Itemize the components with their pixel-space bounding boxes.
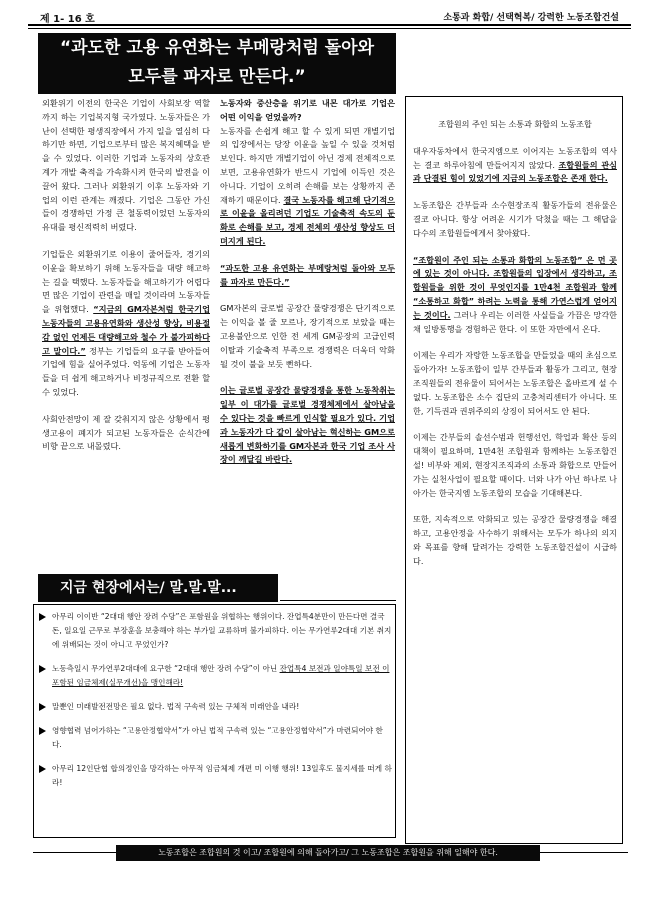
list-item-emphasis: 잔업특4 보전과 일야특일 보전 이 포함된 임금체제(실무개선)을 맹인해라! bbox=[52, 664, 390, 687]
headline-line-2: 모두를 파자로 만든다.” bbox=[128, 67, 306, 87]
section-heading: 지금 현장에서는/ 말.말.말... bbox=[38, 574, 278, 602]
footer-banner: 노동조합은 조합원의 것 이고/ 조합원에 의해 돌아가고/ 그 노동조합은 조합원을 위해 일해야 한다. bbox=[116, 845, 540, 861]
article-column-middle bbox=[220, 97, 395, 480]
paragraph: 또한, 지속적으로 악화되고 있는 공장간 물량경쟁을 해결하고, 고용안정을 사수하기 위해서는 모두가 하나의 의지와 목표를 향해 달려가는 강력한 노동조합건설이 시급하다. bbox=[413, 514, 617, 566]
list-item bbox=[36, 610, 392, 652]
sidebar-title: 조합원의 주인 되는 소통과 화합의 노동조합 bbox=[438, 119, 592, 129]
footer-rule-right bbox=[540, 852, 628, 853]
header-slogan: 소통과 화합/ 선택혁복/ 강력한 노동조합건설 bbox=[443, 13, 619, 23]
paragraph: 외환위기 이전의 한국은 기업이 사회보장 역할까지 하는 기업복지형 국가였다. 노동자들은 가난이 선택한 평생직장에서 가지 일을 열심히 다하기만 하면, 기업으로부터 많은 복지혜택을 받을 수 있었다. 이러한 기업과 노동자의 상호관계가 개발 축적을 가속화시켜 한국의 발전을 이끌어 왔다. 그러나 외환위기 이후 노동자와 기업의 이런 관계는 깨졌다. 기업은 그동안 가신들이 경쟁하던 가정 큰 철동력이었던 노동자의 유대를 평신적력히 버렸다. bbox=[42, 98, 210, 233]
paragraph bbox=[413, 145, 617, 186]
list-item bbox=[36, 662, 392, 690]
section-lead: 노동자와 중산층을 위기로 내몬 대가로 기업은 어떤 이익을 얻었을까? bbox=[220, 98, 395, 122]
arrow-bullet-icon bbox=[39, 665, 46, 673]
paragraph: 노동조합은 간부들과 소수현장조직 활동가들의 전유물은 결코 아니다. 항상 어려운 시기가 닥쳤을 때는 그 해답을 다수의 조합원들에게서 찾아왔다. bbox=[413, 200, 617, 238]
voices-list bbox=[36, 610, 392, 800]
list-item bbox=[36, 724, 392, 752]
header-rule-thin bbox=[28, 28, 631, 29]
paragraph bbox=[42, 248, 210, 400]
issue-number: 제 1- 16 호 bbox=[40, 14, 95, 25]
paragraph bbox=[220, 125, 395, 249]
list-item-text: 아무리 12인단협 합의정인을 망각하는 아무적 임금체제 개편 미 이행 행위! 13일후도 물지세를 떠게 하라! bbox=[52, 764, 392, 787]
paragraph-text: 정부는 기업들의 요구를 받아들여 기업에 힘을 실어주었다. 억동에 기업은 노동자들을 더 쉽게 해고하거나 비정규직으로 전환 할 수 있었다. bbox=[42, 345, 210, 397]
paragraph-text: 노동자를 손쉽게 해고 할 수 있게 되면 개별기업의 입장에서는 당장 이윤을 높일 수 있을 것처럼 보인다. 하지만 개별기업이 아닌 경제 전체적으로 보면, 고용유연화가 반드시 기업에 이득인 것은 아니다. 기업이 오히려 손해를 보는 상황까지 존재하기 때문이다. bbox=[220, 125, 395, 205]
emphasis-text: 결국 노동자를 해고해 단기적으로 이윤을 올리려던 기업도 기술축적 속도의 둔화로 손해를 보고, 경제 전체의 생산성 향상도 더뎌지게 된다. bbox=[220, 194, 396, 246]
section-rule bbox=[280, 600, 396, 601]
emphasis-text: “지금의 GM자본처럼 한국기업 노동자들의 고용유연화와 생산성 향상, 비용절감 없인 언제든 대량해고와 철수 가 불가피하다고 말이다.” bbox=[42, 304, 210, 356]
paragraph-text: 대우자동차에서 한국지엠으로 이어지는 노동조합의 역사는 결코 하루아침에 만들어지지 않았다. bbox=[413, 145, 617, 170]
paragraph: 이제는 우리가 자랑한 노동조합을 만들었을 때의 초심으로 돌아가자! 노동조합이 일부 간부들과 활동가 그리고, 현장조직원들의 전유물이 되어서는 노동조합은 올바르게 설 수 없다. 노동조합은 소수 집단의 고충처리센터가 아니다. 또한, 기득권과 권위주의의 상징이 되어서도 안 된다. bbox=[413, 350, 617, 416]
emphasis-text: “조합원이 주인 되는 소통과 화합의 노동조합” 은 먼 곳에 있는 것이 아니다. 조합원들의 입장에서 생각하고, 조합원들을 위한 것이 무엇인지를 1만4천 조합원과 함께 “소통하고 화합” 하려는 노력을 통해 가연스럽게 얻어지는 것이다. bbox=[413, 254, 617, 320]
list-item-text: 말뿐인 미래발전전망은 필요 없다. 법적 구속력 있는 구체적 미래안을 내라! bbox=[52, 702, 300, 711]
paragraph: 이제는 간부들의 솔선수범과 헌행선언, 학업과 확산 등의 대책이 필요하며, 1만4천 조합원과 함께하는 노동조합건설! 비부와 제외, 현장지조직과의 소통과 화합으로 만들어가는 실천사업이 필요할 때이다. 너와 나가 아닌 하나로 나아가는 한국지엠 노동조합의 모습을 기대해본다. bbox=[413, 432, 617, 498]
paragraph: 사회안전망이 제 잘 갖춰지지 않은 상황에서 평생고용이 폐지가 되고된 노동자들은 순식간에 비향 끝으로 내몰렸다. bbox=[42, 413, 210, 452]
header-rule bbox=[28, 24, 631, 26]
headline-line-1: “과도한 고용 유연화는 부메랑처럼 돌아와 bbox=[59, 38, 375, 58]
footer-rule-left bbox=[33, 852, 116, 853]
emphasis-text: 조합원들의 관심과 단결된 힘이 있었기에 지금의 노동조합은 존재 한다. bbox=[413, 159, 617, 184]
list-item bbox=[36, 762, 392, 790]
arrow-bullet-icon bbox=[39, 703, 46, 711]
arrow-bullet-icon bbox=[39, 613, 46, 621]
headline-banner bbox=[38, 33, 396, 94]
list-item-text: 영향협력 넘어가하는 “고용안정협약서”가 아닌 법적 구속력 있는 “고용안정협약서”가 마련되어야 한다. bbox=[52, 726, 383, 749]
paragraph-text: 기업들은 외환위기로 이용이 줄어들자, 경기의 이윤을 확보하기 위해 노동자들을 대량 해고하는 길을 택했다. 노동자들을 해고하기가 어렵다면 많은 기업이 관련을 매일 것이라며 노동자들을 위협했다. bbox=[42, 248, 210, 315]
pull-quote: “과도한 고용 유연화는 부메랑처럼 돌아와 모두를 파자로 만든다.” bbox=[220, 262, 395, 287]
sidebar-article bbox=[413, 118, 617, 582]
paragraph bbox=[413, 254, 617, 337]
list-item-text: 노동측일시 무가연루2대대에 요구한 “2대대 행안 장려 수당”이 아닌 bbox=[52, 664, 278, 673]
list-item bbox=[36, 700, 392, 714]
arrow-bullet-icon bbox=[39, 727, 46, 735]
paragraph: GM자본의 글로벌 공장간 물량경쟁은 단기적으로는 이익을 볼 줄 모르나, 장기적으로 보았을 때는 고용불안으로 인한 전 세계 GM공장의 고급인력 이탈과 기술축적 부족으로 경쟁력은 더욱더 악화 될 것이 불을 보듯 뻔하다. bbox=[220, 303, 395, 369]
arrow-bullet-icon bbox=[39, 765, 46, 773]
article-column-left bbox=[42, 97, 210, 467]
paragraph-text: 그러나 우리는 이러한 사실들을 가끔은 망각한 채 일방통행을 경험하곤 한다. 이 또한 자만에서 온다. bbox=[413, 309, 618, 334]
emphasis-paragraph: 이는 글로벌 공장간 물량경쟁을 통한 노동착취는 일부 이 대가를 글로벌 경쟁체제에서 살아남을 수 있다는 것을 빠르게 인식할 필요가 있다. 기업과 노동자가 다 같이 살아남는 혁신하는 GM으로 새롭게 변화하기를 GM자본과 한국 기업 조사 사장이 깨달길 바란다. bbox=[220, 385, 395, 465]
list-item-text: 아무리 이이반 “2대대 행안 장려 수당”은 포함원을 위협하는 행위이다. 잔업특4분만이 만든다면 결국 돈, 일요일 근무로 부장훈을 보충해야 하는 부가일 교류하며 불가피하다. 이는 무가연루2대대 기본 취지에 위배되는 것이 아니고 무었인가? bbox=[52, 612, 392, 649]
